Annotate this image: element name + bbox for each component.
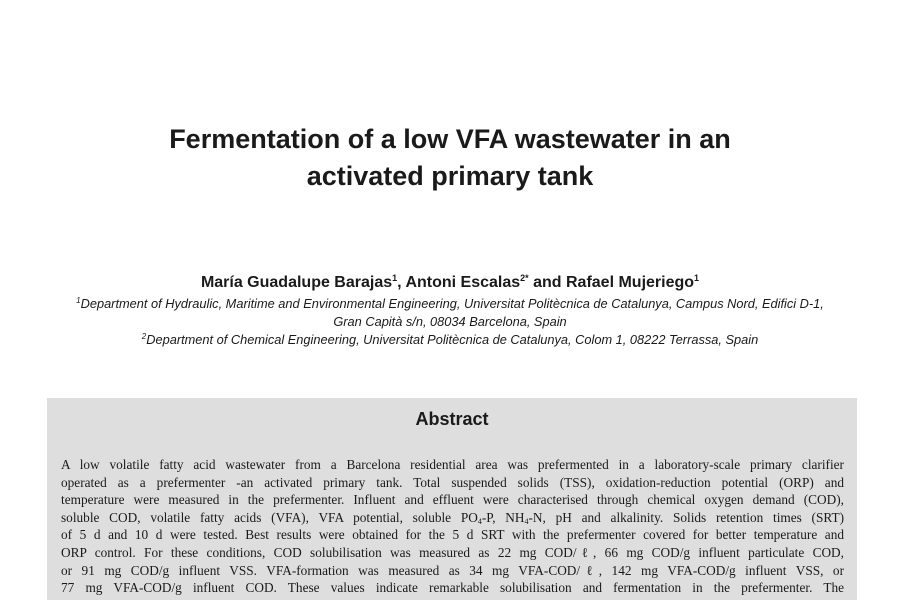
affiliation-mark: 1 <box>76 296 81 305</box>
affiliation-2-line-1: Department of Chemical Engineering, Universitat Politècnica de Catalunya, Colom 1, 08222 Terrassa, Spain <box>146 332 759 347</box>
author-name: Rafael Mujeriego <box>566 274 695 291</box>
author-affiliation-mark: 2* <box>520 273 529 283</box>
author-affiliation-mark: 1 <box>392 273 398 283</box>
abstract-line: 77 mg VFA-COD/g influent COD. These values indicate remarkable solubilisation and fermentation in the prefermenter. The <box>61 580 844 596</box>
author-separator: , <box>397 274 406 291</box>
author-separator: and <box>528 274 566 291</box>
author-name: Antoni Escalas <box>405 274 521 291</box>
abstract-text-segment: -P, NH <box>481 509 525 525</box>
author-affiliation-mark: 1 <box>694 273 700 283</box>
abstract-box <box>47 398 857 600</box>
author-list <box>0 273 900 293</box>
abstract-line: temperature were measured in the prefermenter. Influent and effluent were characterised through chemical oxygen demand (COD), <box>61 492 844 508</box>
affiliation-1-line-1: Department of Hydraulic, Maritime and Environmental Engineering, Universitat Politècnica de Catalunya, Campus Nord, Edifici D-1, <box>80 296 824 311</box>
abstract-line: operated as a prefermenter -an activated primary tank. Total suspended solids (TSS), oxidation-reduction potential (ORP) and <box>61 474 844 490</box>
title-line-2: activated primary tank <box>306 161 594 191</box>
abstract-body <box>61 456 844 597</box>
title-line-1: Fermentation of a low VFA wastewater in an <box>169 124 731 154</box>
abstract-line <box>61 509 844 527</box>
abstract-line: A low volatile fatty acid wastewater from a Barcelona residential area was prefermented in a laboratory-scale primary clarifier <box>61 457 844 472</box>
affiliation-1 <box>0 295 900 331</box>
abstract-line: of 5 d and 10 d were tested. Best results were obtained for the 5 d SRT with the prefermenter covered for better temperature and <box>61 527 844 543</box>
abstract-text-segment: soluble COD, volatile fatty acids (VFA), VFA potential, soluble PO <box>61 509 478 525</box>
affiliation-mark: 2 <box>141 332 147 341</box>
affiliation-2 <box>0 331 900 349</box>
affiliation-1-line-2: Gran Capità s/n, 08034 Barcelona, Spain <box>333 314 567 329</box>
abstract-line: or 91 mg COD/g influent VSS. VFA-formation was measured as 34 mg VFA-COD/ℓ, 142 mg VFA-COD/g influent VSS, or <box>61 562 844 578</box>
paper-title <box>0 121 900 195</box>
abstract-line: ORP control. For these conditions, COD solubilisation was measured as 22 mg COD/ℓ, 66 mg COD/g influent particulate COD, <box>61 544 844 560</box>
abstract-heading: Abstract <box>415 409 489 429</box>
subscript: 4 <box>477 516 482 526</box>
abstract-text-segment: -N, pH and alkalinity. Solids retention times (SRT) <box>528 509 845 525</box>
author-name: María Guadalupe Barajas <box>200 274 393 291</box>
subscript: 4 <box>524 516 529 526</box>
